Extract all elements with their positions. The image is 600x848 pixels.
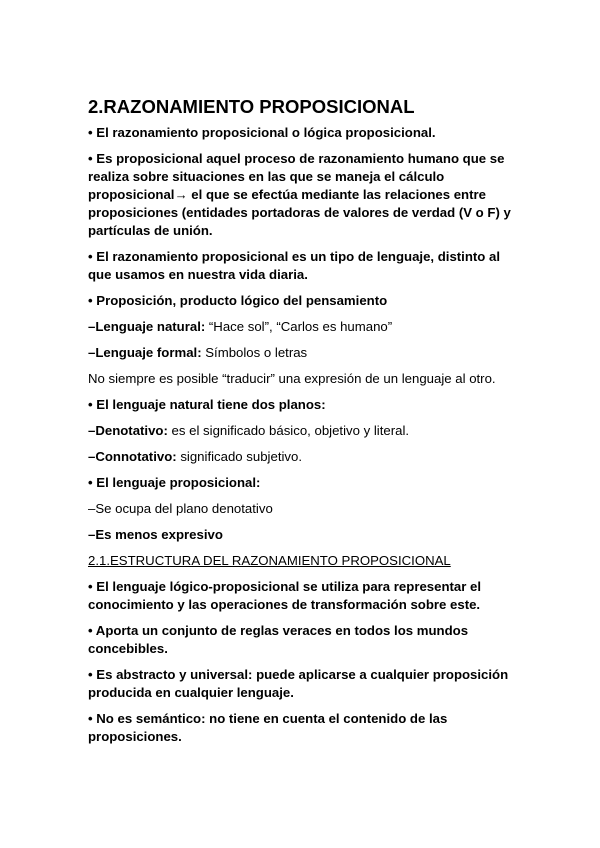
- formal-language-label: –Lenguaje formal:: [88, 345, 202, 360]
- paragraph-11: • El lenguaje proposicional:: [88, 475, 261, 490]
- denotative-label: –Denotativo:: [88, 423, 168, 438]
- paragraph-17: • No es semántico: no tiene en cuenta el contenido de las proposiciones.: [88, 711, 448, 744]
- paragraph-9: [88, 422, 518, 440]
- natural-language-text: “Hace sol”, “Carlos es humano”: [205, 319, 393, 334]
- denotative-text: es el significado básico, objetivo y literal.: [167, 423, 410, 438]
- paragraph-5: [88, 318, 518, 336]
- paragraph-6: [88, 344, 518, 362]
- paragraph-4: • Proposición, producto lógico del pensamiento: [88, 293, 388, 308]
- connotative-text: significado subjetivo.: [176, 449, 303, 464]
- paragraph-3: • El razonamiento proposicional es un tipo de lenguaje, distinto al que usamos en nuestra vida diaria.: [88, 249, 501, 282]
- paragraph-16: • Es abstracto y universal: puede aplicarse a cualquier proposición producida en cualquier lenguaje.: [88, 667, 509, 700]
- paragraph-10: [88, 448, 518, 466]
- natural-language-label: –Lenguaje natural:: [88, 319, 206, 334]
- paragraph-7: No siempre es posible “traducir” una expresión de un lenguaje al otro.: [88, 371, 496, 386]
- paragraph-8: • El lenguaje natural tiene dos planos:: [88, 397, 326, 412]
- document-content: [88, 96, 518, 754]
- subsection-title: 2.1.ESTRUCTURA DEL RAZONAMIENTO PROPOSICIONAL: [88, 553, 451, 568]
- formal-language-text: Símbolos o letras: [201, 345, 308, 360]
- paragraph-14: • El lenguaje lógico-proposicional se utiliza para representar el conocimiento y las operaciones de transformación sobre este.: [88, 579, 482, 612]
- section-title: 2.RAZONAMIENTO PROPOSICIONAL: [88, 96, 415, 117]
- connotative-label: –Connotativo:: [88, 449, 177, 464]
- paragraph-1: • El razonamiento proposicional o lógica proposicional.: [88, 125, 436, 140]
- paragraph-13: –Es menos expresivo: [88, 527, 223, 542]
- paragraph-2: • Es proposicional aquel proceso de razonamiento humano que se realiza sobre situaciones en las que se maneja el cálculo proposicional→ el que se efectúa mediante las relaciones entre proposiciones (entidades portadoras de valores de verdad (V o F) y partículas de unión.: [88, 151, 511, 238]
- paragraph-15: • Aporta un conjunto de reglas veraces en todos los mundos concebibles.: [88, 623, 469, 656]
- paragraph-12: –Se ocupa del plano denotativo: [88, 501, 273, 516]
